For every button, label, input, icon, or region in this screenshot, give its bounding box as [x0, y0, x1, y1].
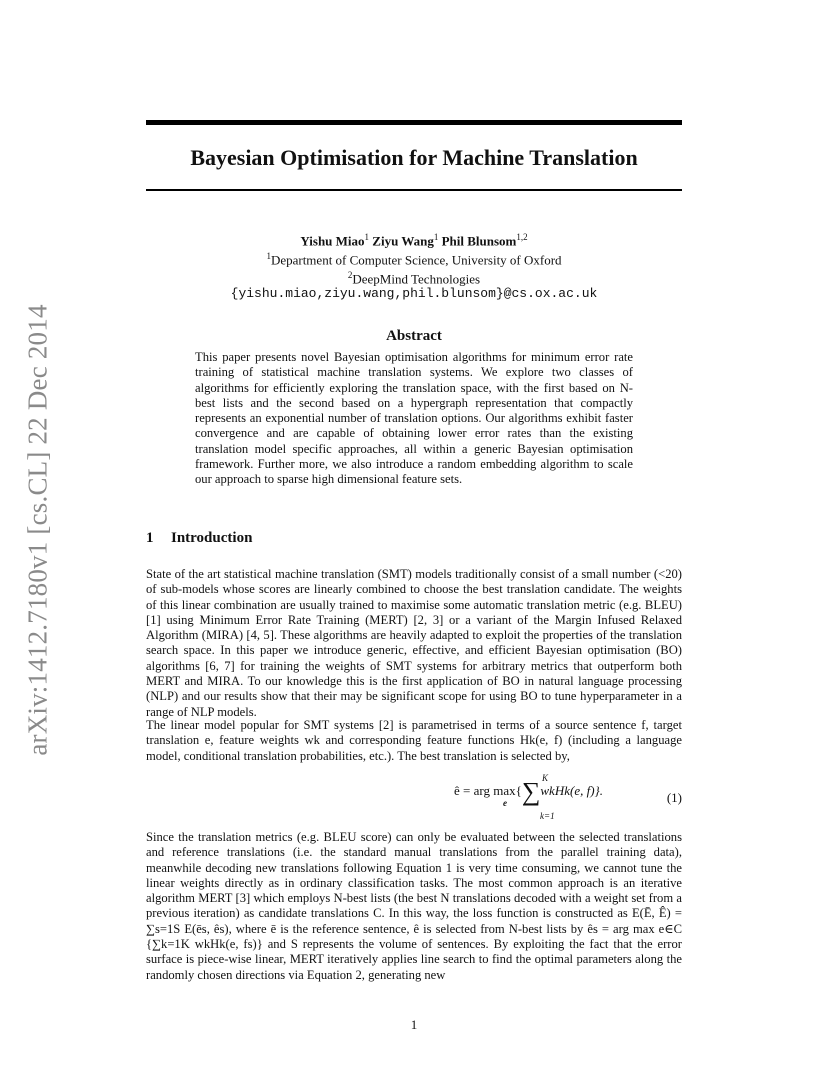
equation-argmax-subscript: e: [503, 798, 507, 808]
equation-body: [454, 779, 603, 805]
affiliation-1-text: Department of Computer Science, University of Oxford: [270, 252, 562, 268]
section-heading: [146, 530, 252, 547]
abstract-text: This paper presents novel Bayesian optimisation algorithms for minimum error rate training of statistical machine translation systems. We explore two classes of algorithms for efficiently exploring the translation space, with the first based on N-best lists and the second based on a hypergraph representation that compactly represents an exponential number of translation options. Our algorithms exhibit faster convergence and are capable of obtaining lower error rates than the existing translation model specific approaches, all within a generic Bayesian optimisation framework. Further more, we also introduce a random embedding algorithm to scale our approach to sparse high dimensional feature sets.: [195, 350, 633, 487]
arxiv-identifier-margin: [0, 0, 80, 1072]
author-1: Yishu Miao: [300, 233, 365, 249]
author-emails: {yishu.miao,ziyu.wang,phil.blunsom}@cs.ox.ac.uk: [230, 286, 598, 302]
equation-sum-upper: K: [542, 773, 549, 783]
affiliation-1: [146, 249, 682, 268]
equation-sum-lower: k=1: [540, 811, 555, 821]
author-block: [146, 230, 682, 302]
section-number: 1: [146, 530, 154, 546]
title-bottom-rule: [146, 189, 682, 191]
author-2-affil: 1: [433, 232, 439, 242]
section-title: Introduction: [171, 530, 253, 546]
author-1-affil: 1: [364, 232, 370, 242]
affiliation-2: [146, 268, 682, 287]
intro-paragraph-3: Since the translation metrics (e.g. BLEU score) can only be evaluated between the selected translations and reference translations (i.e. the standard manual translations from the parallel training data), meanwhile decoding new translations following Equation 1 is very time consuming, we cannot tune the linear weights directly as in ordinary classification tasks. The most common approach is an iterative algorithm MERT [3] which employs N-best lists (the best N translations decoded with a weight set from a previous iteration) as candidate translations C. In this way, the loss function is constructed as E(Ē, Ê) = ∑s=1S E(ēs, ês), where ē is the reference sentence, ê is selected from N-best lists by ês = arg max e∈C {∑k=1K wkHk(e, fs)} and S represents the volume of sentences. By exploiting the fact that the error surface is piece-wise linear, MERT iteratively applies line search to find the optimal parameters along the randomly chosen directions via Equation 2, generating new: [146, 830, 682, 982]
affiliation-2-text: DeepMind Technologies: [352, 270, 481, 286]
equation-rhs: wkHk(e, f)}.: [540, 782, 603, 798]
equation-1: [146, 773, 682, 825]
equation-number: (1): [666, 790, 682, 805]
affiliation-2-marker: 2: [347, 269, 353, 280]
author-names: [146, 230, 682, 249]
title-top-rule: [146, 120, 682, 125]
intro-paragraph-2: The linear model popular for SMT systems [2] is parametrised in terms of a source sentence f, target translation e, feature weights wk and corresponding feature functions Hk(e, f) (including a language model, conditional translation probabilities, etc.). The best translation is selected by,: [146, 718, 682, 763]
author-3-affil: 1,2: [516, 232, 528, 242]
abstract-heading: Abstract: [386, 328, 442, 344]
author-3: Phil Blunsom: [441, 233, 517, 249]
sum-symbol: ∑: [521, 777, 541, 806]
equation-lhs: ê = arg max{: [454, 782, 522, 798]
author-2: Ziyu Wang: [372, 233, 434, 249]
page-number: 1: [410, 1017, 418, 1032]
intro-paragraph-1: State of the art statistical machine translation (SMT) models traditionally consist of a small number (<20) of sub-models whose scores are linearly combined to choose the best translation candidate. The weights of this linear combination are usually trained to maximise some automatic translation metric (e.g. BLEU) [1] using Minimum Error Rate Training (MERT) [2, 3] or a variant of the Margin Infused Relaxed Algorithm (MIRA) [4, 5]. These algorithms are heavily adapted to exploit the properties of the translation search space. In this paper we introduce generic, effective, and efficient Bayesian optimisation (BO) algorithms [6, 7] for training the weights of SMT systems for arbitrary metrics that outperform both MERT and MIRA. To our knowledge this is the first application of BO in natural language processing (NLP) and our results show that their may be significant scope for using BO to tune hyperparameter in a range of NLP models.: [146, 567, 682, 719]
paper-title: Bayesian Optimisation for Machine Translation: [190, 145, 638, 170]
affiliation-1-marker: 1: [266, 250, 271, 261]
arxiv-identifier: arXiv:1412.7180v1 [cs.CL] 22 Dec 2014: [22, 304, 53, 756]
